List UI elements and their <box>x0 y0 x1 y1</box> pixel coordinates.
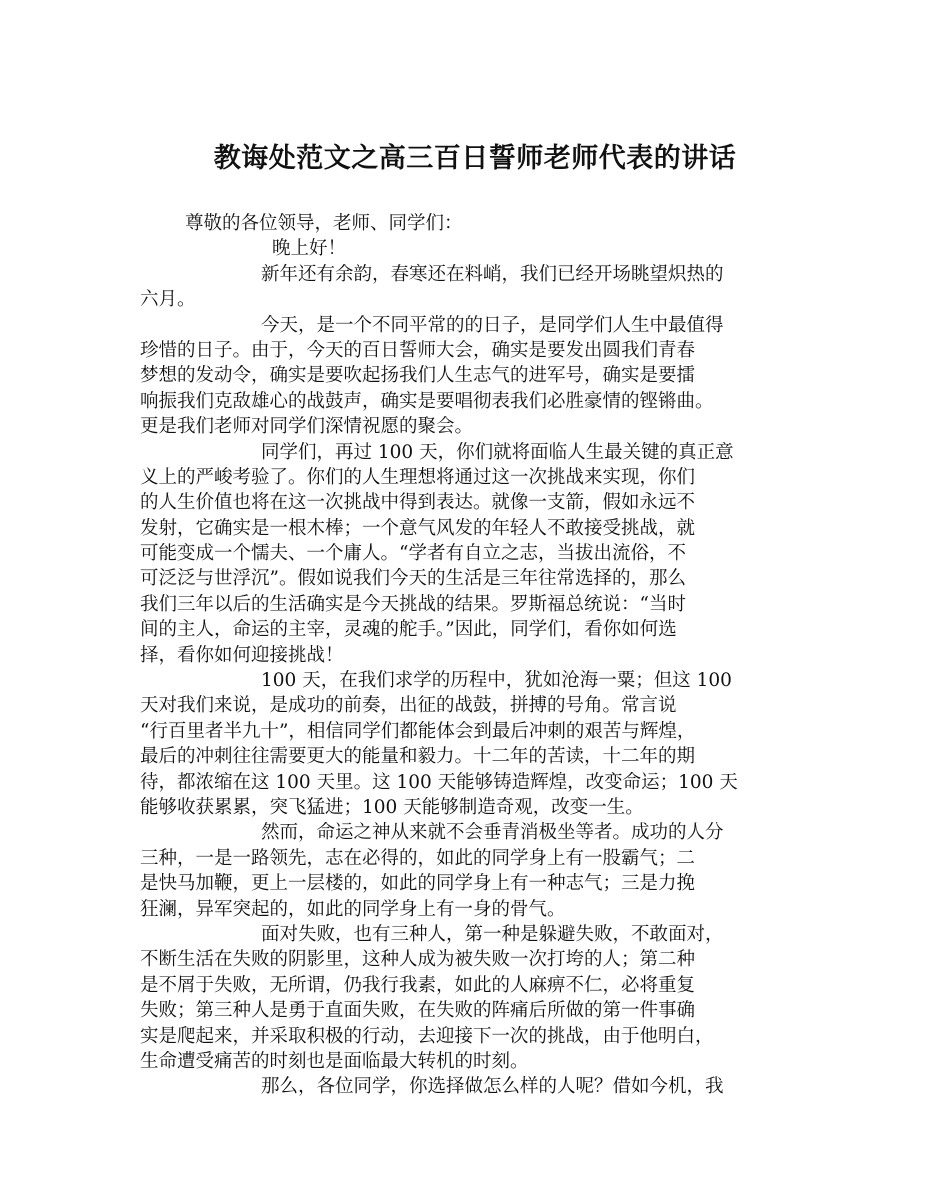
salutation: 尊敬的各位领导，老师、同学们： <box>185 213 463 234</box>
paragraph-line: 间的主人，命运的主宰，灵魂的舵手。”因此，同学们，看你如何选 <box>140 619 677 641</box>
paragraph-line: “行百里者半九十”，相信同学们都能体会到最后冲刺的艰苦与辉煌， <box>140 720 696 742</box>
paragraph-line: 六月。 <box>140 289 196 311</box>
paragraph-line: 是不屑于失败，无所谓，仍我行我素，如此的人麻痹不仁，必将重复 <box>140 974 696 996</box>
paragraph-line: 发射，它确实是一根木棒；一个意气风发的年轻人不敢接受挑战，就 <box>140 517 696 539</box>
document-body <box>140 211 825 1100</box>
paragraph-line: 失败；第三种人是勇于直面失败，在失败的阵痛后所做的第一件事确 <box>140 1000 696 1022</box>
paragraph-line: 最后的冲刺往往需要更大的能量和毅力。十二年的苦读，十二年的期 <box>140 746 696 768</box>
paragraph <box>140 668 825 820</box>
paragraph-line: 那么，各位同学，你选择做怎么样的人呢？借如今机，我 <box>261 1076 724 1098</box>
paragraph-line: 梦想的发动令，确实是要吹起扬我们人生志气的进军号，确实是要擂 <box>140 365 696 387</box>
paragraph-line: 天对我们来说，是成功的前奏，出征的战鼓，拼搏的号角。常言说 <box>140 695 677 717</box>
paragraph-line: 同学们，再过 100 天，你们就将面临人生最关键的真正意 <box>261 441 734 463</box>
paragraph-line: 的人生价值也将在这一次挑战中得到表达。就像一支箭，假如永远不 <box>140 492 696 514</box>
paragraph-line: 珍惜的日子。由于，今天的百日誓师大会，确实是要发出圆我们青春 <box>140 339 696 361</box>
greeting: 晚上好！ <box>272 238 347 260</box>
paragraph-line: 义上的严峻考验了。你们的人生理想将通过这一次挑战来实现，你们 <box>140 466 696 488</box>
paragraph <box>140 440 825 669</box>
paragraph <box>140 820 825 922</box>
paragraph-line: 更是我们老师对同学们深情祝愿的聚会。 <box>140 416 474 438</box>
paragraph-list <box>140 262 825 1100</box>
paragraph-line: 狂澜，异军突起的，如此的同学身上有一身的骨气。 <box>140 898 566 920</box>
paragraph-line: 可泛泛与世浮沉”。假如说我们今天的生活是三年往常选择的，那么 <box>140 568 686 590</box>
paragraph-line: 待，都浓缩在这 100 天里。这 100 天能够铸造辉煌，改变命运；100 天 <box>140 771 738 793</box>
paragraph-line: 然而，命运之神从来就不会垂青消极坐等者。成功的人分 <box>261 822 724 844</box>
paragraph-line: 能够收获累累，突飞猛进；100 天能够制造奇观，改变一生。 <box>140 796 644 818</box>
paragraph-line: 100 天，在我们求学的历程中，犹如沧海一粟；但这 100 <box>261 670 732 692</box>
document-title: 教诲处范文之高三百日誓师老师代表的讲话 <box>213 143 737 174</box>
paragraph-line: 生命遭受痛苦的时刻也是面临最大转机的时刻。 <box>140 1050 529 1072</box>
paragraph-line: 面对失败，也有三种人，第一种是躲避失败，不敢面对， <box>261 923 724 945</box>
paragraph-line: 择，看你如何迎接挑战！ <box>140 644 344 666</box>
paragraph-line: 新年还有余韵，春寒还在料峭，我们已经开场眺望炽热的 <box>261 263 724 285</box>
paragraph-line: 我们三年以后的生活确实是今天挑战的结果。罗斯福总统说：“当时 <box>140 593 686 615</box>
paragraph-line: 可能变成一个懦夫、一个庸人。“学者有自立之志，当拔出流俗，不 <box>140 543 686 565</box>
paragraph <box>140 313 825 440</box>
paragraph-line: 实是爬起来，并采取积极的行动，去迎接下一次的挑战，由于他明白， <box>140 1025 714 1047</box>
paragraph <box>140 1074 825 1099</box>
paragraph-line: 不断生活在失败的阴影里，这种人成为被失败一次打垮的人；第二种 <box>140 949 696 971</box>
paragraph-line: 三种，一是一路领先，志在必得的，如此的同学身上有一股霸气；二 <box>140 847 696 869</box>
paragraph <box>140 922 825 1074</box>
paragraph-line: 今天，是一个不同平常的的日子，是同学们人生中最值得 <box>261 314 724 336</box>
paragraph-line: 响振我们克敌雄心的战鼓声，确实是要唱彻表我们必胜豪情的铿锵曲。 <box>140 390 714 412</box>
paragraph <box>140 262 825 313</box>
paragraph-line: 是快马加鞭，更上一层楼的，如此的同学身上有一种志气；三是力挽 <box>140 873 696 895</box>
